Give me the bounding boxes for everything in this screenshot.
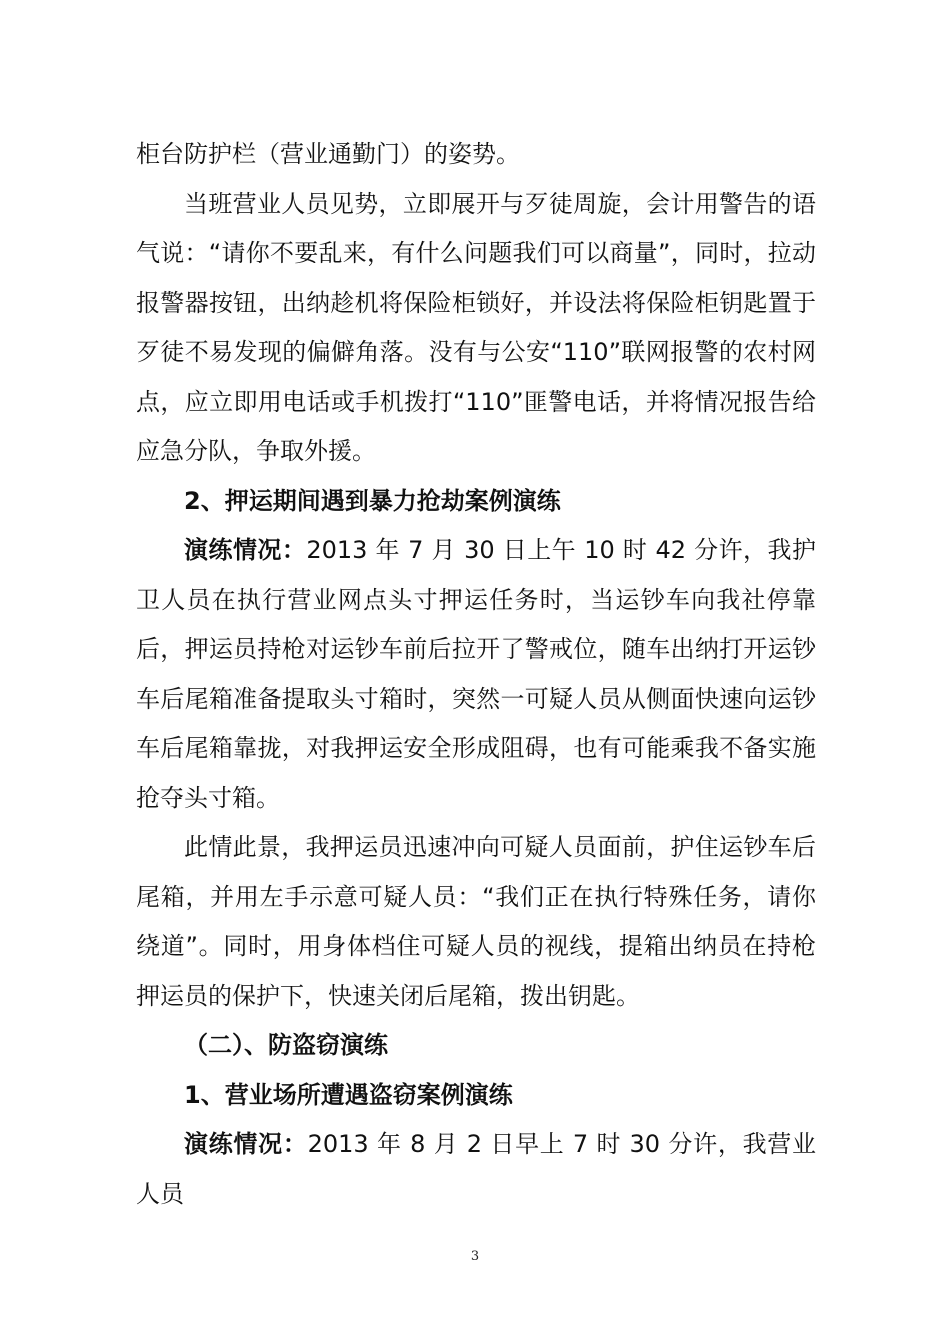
section-heading-escort-robbery: 2、押运期间遇到暴力抢劫案例演练 [184, 486, 561, 515]
paragraph-escort-response: 此情此景，我押运员迅速冲向可疑人员面前，护住运钞车后尾箱，并用左手示意可疑人员：“我们正在执行特殊任务，请你绕道”。同时，用身体档住可疑人员的视线，提箱出纳员在持枪押运员的保护下，快速关闭后尾箱，拨出钥匙。 [136, 833, 816, 1010]
drill-situation-text: 2013 年 8 月 2 日早上 7 时 30 分许，我营业人员 [136, 1130, 817, 1208]
paragraph-continuation: 柜台防护栏（营业通勤门）的姿势。 [136, 140, 520, 168]
drill-situation-text: 2013 年 7 月 30 日上午 10 时 42 分许，我护卫人员在执行营业网点头寸押运任务时，当运钞车向我社停靠后，押运员持枪对运钞车前后拉开了警戒位，随车出纳打开运钞车后尾箱准备提取头寸箱时，突然一可疑人员从侧面快速向运钞车后尾箱靠拢，对我押运安全形成阻碍，也有可能乘我不备实施抢夺头寸箱。 [136, 536, 817, 812]
paragraph-response: 当班营业人员见势，立即展开与歹徒周旋，会计用警告的语气说：“请你不要乱来，有什么问题我们可以商量”，同时，拉动报警器按钮，出纳趁机将保险柜锁好，并设法将保险柜钥匙置于歹徒不易发现的偏僻角落。没有与公安“110”联网报警的农村网点，应立即用电话或手机拨打“110”匪警电话，并将情况报告给应急分队，争取外援。 [136, 189, 816, 465]
drill-situation-label: 演练情况： [184, 536, 307, 564]
document-body [136, 130, 816, 1219]
drill-situation-label: 演练情况： [184, 1130, 308, 1158]
section-heading-theft-case: 1、营业场所遭遇盗窃案例演练 [184, 1080, 513, 1109]
page-number: 3 [470, 1249, 480, 1264]
paragraph-drill-situation-2 [136, 1120, 816, 1219]
section-heading-anti-theft: （二）、防盗窃演练 [184, 1031, 388, 1059]
paragraph-drill-situation-1 [136, 526, 816, 823]
